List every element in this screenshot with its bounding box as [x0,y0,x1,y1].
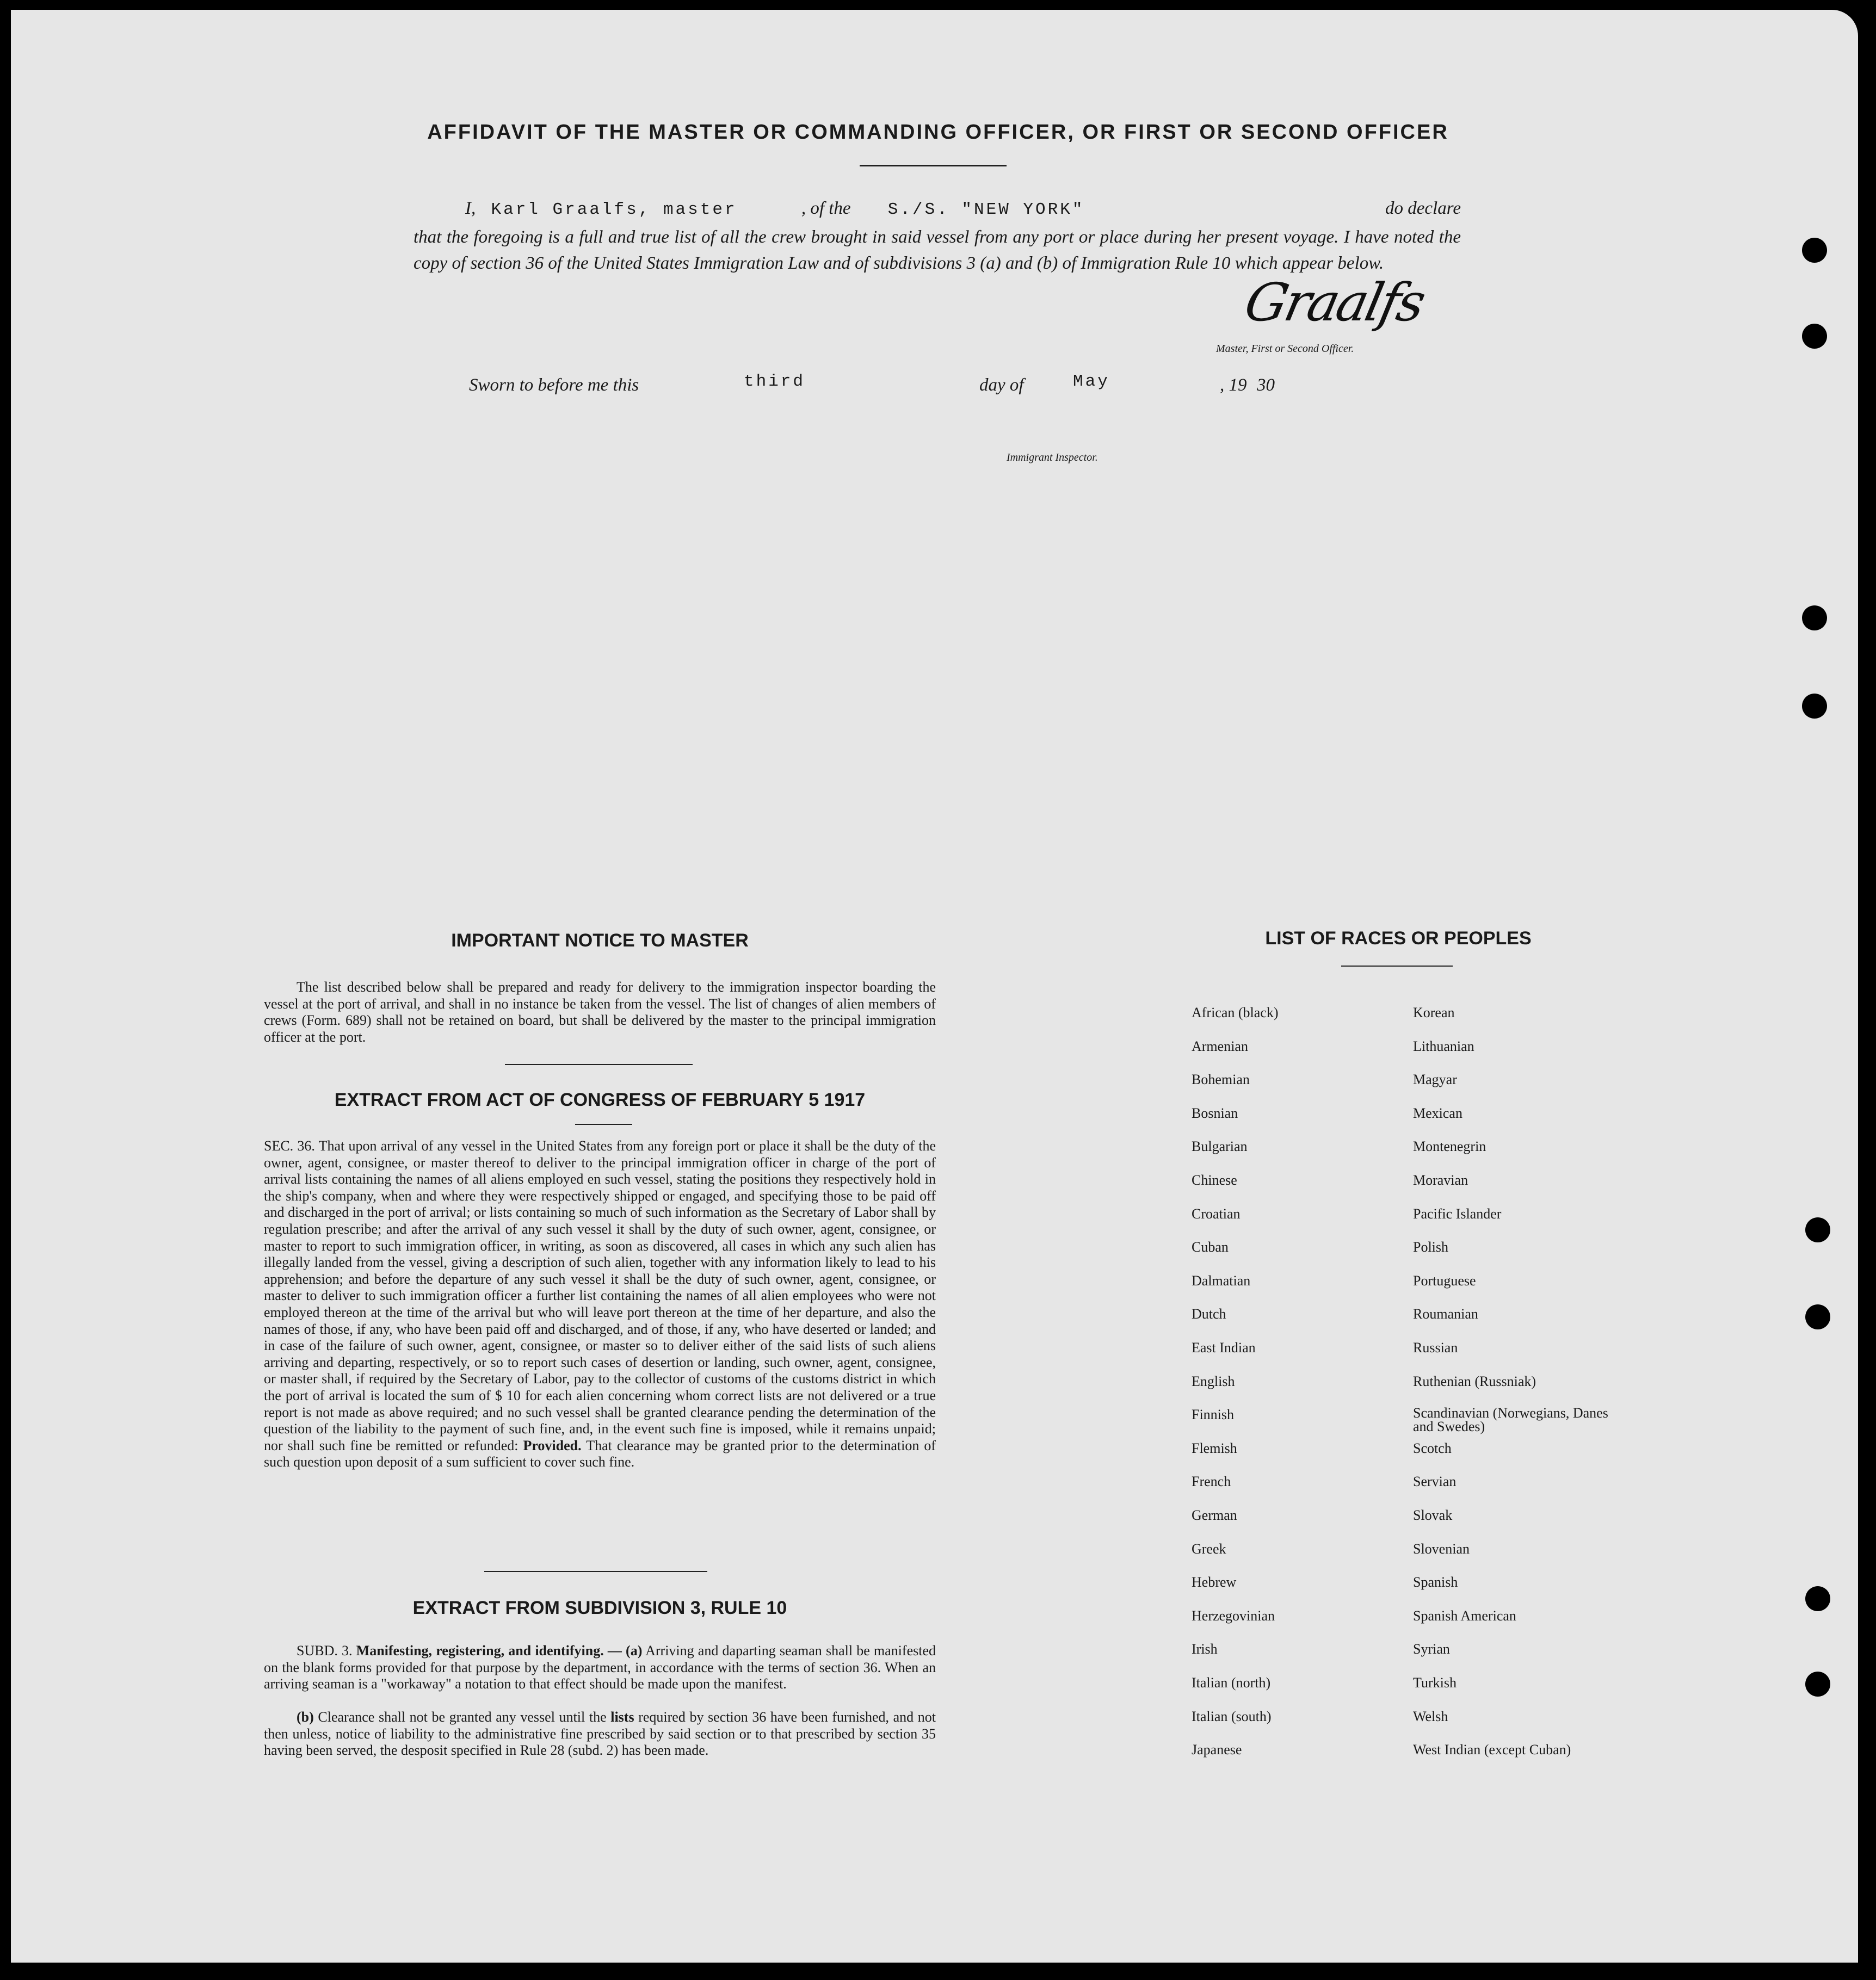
race-item: Korean [1413,1005,1455,1020]
race-item: Bosnian [1192,1105,1238,1121]
race-item: West Indian (except Cuban) [1413,1742,1571,1758]
notice-divider [505,1064,693,1065]
race-item: Magyar [1413,1072,1457,1088]
race-item: East Indian [1192,1340,1256,1356]
race-item: Chinese [1192,1172,1237,1188]
race-item: Polish [1413,1239,1449,1255]
races-title: LIST OF RACES OR PEOPLES [1265,928,1532,949]
subd-b-text: Clearance shall not be granted any vessel until the [318,1709,607,1725]
race-item: Scotch [1413,1440,1452,1456]
act-section-36 [264,1138,936,1471]
title-divider [860,165,1007,166]
master-name: Karl Graalfs, master [491,200,737,219]
inspector-caption: Immigrant Inspector. [1007,451,1098,463]
race-item: Pacific Islander [1413,1205,1502,1222]
of-the-label: , of the [801,199,851,218]
race-item: Bohemian [1192,1072,1250,1088]
race-item: Roumanian [1413,1306,1478,1322]
race-item: Dalmatian [1192,1272,1251,1289]
race-item: Welsh [1413,1708,1448,1724]
binder-hole [1805,1586,1830,1611]
race-item: Montenegrin [1413,1138,1486,1155]
affidavit-declaration-line [465,199,1461,219]
race-item: Lithuanian [1413,1038,1474,1054]
subd-a-text: Arriving and daparting seaman shall be manifested on the blank forms provided for that purpose by the department, in accordance with the terms of section 36. When an arriving seaman is a "workaway" a notation to that effect should be made upon the manifest. [264,1643,936,1692]
binder-hole [1805,1672,1830,1697]
race-item: German [1192,1507,1237,1523]
subd-heading: Manifesting, registering, and identifying. [356,1643,604,1659]
race-item: Slovak [1413,1507,1453,1523]
race-item: Scandinavian (Norwegians, Danes and Swedes) [1413,1405,1608,1435]
binder-hole [1802,605,1827,630]
binder-hole [1802,694,1827,719]
race-item: Japanese [1192,1742,1242,1758]
race-item: Armenian [1192,1038,1248,1054]
act-text-after: That clearance may be granted prior to the determination of such question upon deposit of a sum sufficient to cover such fine. [264,1437,936,1470]
race-item: Russian [1413,1340,1458,1356]
sworn-month: May [1073,372,1110,391]
race-item: French [1192,1474,1231,1490]
race-item: Portuguese [1413,1272,1476,1289]
i-label: I, [465,199,476,218]
race-item: Irish [1192,1641,1218,1657]
act-text: SEC. 36. That upon arrival of any vessel in the United States from any foreign port or place it shall be the duty of the owner, agent, consignee, or master thereof to deliver to the principal immigration officer in charge of the port of arrival lists containing the names of all aliens employed en such vessel, stating the positions they respectively hold in the ship's company, when and where they were respectively shipped or engaged, and specifying those to be paid off and discharged in the port of arrival; or lists containing so much of such information as the Secretary of Labor shall by regulation prescribe; and after the arrival of any such vessel it shall by the duty of such owner, agent, consignee, or master to report to such immigration officer, in writing, as soon as discovered, all cases in which any such alien has illegally landed from the vessel, giving a description of such alien, together with any information likely to lead to his apprehension; and before the departure of any such vessel it shall be the duty of such owner, agent, consignee, or master to deliver to such immigration officer a further list containing the names of all alien employees who were not employed thereon at the time of the arrival but who will leave port thereon at the time of her departure, and also the names of those, if any, who have been paid off and discharged, and of those, if any, who have deserted or landed; and in case of the failure of such owner, agent, consignee, or master so to deliver either of the said lists of such aliens arriving and departing, respectively, or so to report such cases of desertion or landing, such owner, agent, consignee, or master shall, if required by the Secretary of Labor, pay to the collector of customs of the customs district in which the port of arrival is located the sum of $ 10 for each alien concerning whom correct lists are not delivered or a true report is not made as above required; and no such vessel shall be granted clearance pending the determination of the question of the liability to the payment of such fine, and, in the event such fine is imposed, while it remains unpaid; nor shall such fine be remitted or refunded: [264,1138,936,1453]
day-of-label: day of [979,375,1024,395]
provided-label: Provided. [523,1437,582,1453]
race-item: Mexican [1413,1105,1462,1121]
vessel-name: S./S. "NEW YORK" [887,200,1085,219]
race-item: Greek [1192,1540,1226,1557]
subd-label: SUBD. 3. [297,1643,353,1659]
race-item: Flemish [1192,1440,1237,1456]
race-item: Ruthenian (Russniak) [1413,1373,1536,1389]
race-item: Moravian [1413,1172,1468,1188]
binder-hole [1805,1217,1830,1242]
rule-subd-b [264,1709,936,1759]
binder-hole [1805,1304,1830,1329]
race-item: Syrian [1413,1641,1450,1657]
year-prefix: , 19 [1220,375,1247,395]
race-item: Spanish American [1413,1607,1516,1624]
notice-title: IMPORTANT NOTICE TO MASTER [451,930,749,951]
signature-caption: Master, First or Second Officer. [1216,343,1354,355]
race-item: Turkish [1413,1675,1457,1691]
master-signature: Graalfs [1239,272,1429,333]
subd-b-label: (b) [297,1709,314,1725]
subd-b-text-2: required by section 36 have been furnished, and not then unless, notice of liability to the administrative fine prescribed by said section or to that prescribed by section 35 having been served, the desposit specified in Rule 28 (subd. 2) has been made. [264,1709,936,1759]
race-item: Italian (north) [1192,1675,1271,1691]
subd-a-label: — (a) [607,1643,643,1659]
affidavit-body: that the foregoing is a full and true list of all the crew brought in said vessel from any port or place during her present voyage. I have noted the copy of section 36 of the United States Immigration Law and of subdivisions 3 (a) and (b) of Immigration Rule 10 which appear below. [414,227,1461,273]
race-item: Cuban [1192,1239,1229,1255]
act-divider [484,1571,707,1572]
race-item: Finnish [1192,1407,1235,1423]
rule-subd-a [264,1643,936,1693]
race-item: Servian [1413,1474,1457,1490]
race-item: African (black) [1192,1005,1279,1020]
race-item: Dutch [1192,1306,1226,1322]
race-item: Italian (south) [1192,1708,1272,1724]
races-divider [1341,966,1453,967]
race-item: Hebrew [1192,1574,1237,1591]
do-declare-label: do declare [1385,199,1461,218]
sworn-line [469,372,1296,395]
sworn-day: third [744,372,806,391]
subd-b-lists: lists [610,1709,634,1725]
binder-hole [1802,238,1827,263]
race-item: Herzegovinian [1192,1607,1275,1624]
sworn-label: Sworn to before me this [469,375,639,395]
race-item: Spanish [1413,1574,1458,1591]
race-item: English [1192,1373,1235,1389]
race-item: Croatian [1192,1205,1241,1222]
act-title: EXTRACT FROM ACT OF CONGRESS OF FEBRUARY 5 1917 [334,1090,866,1110]
race-item: Slovenian [1413,1540,1470,1557]
act-title-divider [575,1124,632,1125]
year-suffix: 30 [1257,375,1275,395]
notice-text: The list described below shall be prepared and ready for delivery to the immigration inspector boarding the vessel at the port of arrival, and shall in no instance be taken from the vessel. The list of changes of alien members of crews (Form. 689) shall not be retained on board, but shall be delivered by the master to the principal immigration officer at the port. [264,979,936,1045]
binder-hole [1802,324,1827,349]
affidavit-title: AFFIDAVIT OF THE MASTER OR COMMANDING OFFICER, OR FIRST OR SECOND OFFICER [427,121,1449,144]
rule-title: EXTRACT FROM SUBDIVISION 3, RULE 10 [412,1598,787,1618]
race-item: Bulgarian [1192,1138,1248,1155]
